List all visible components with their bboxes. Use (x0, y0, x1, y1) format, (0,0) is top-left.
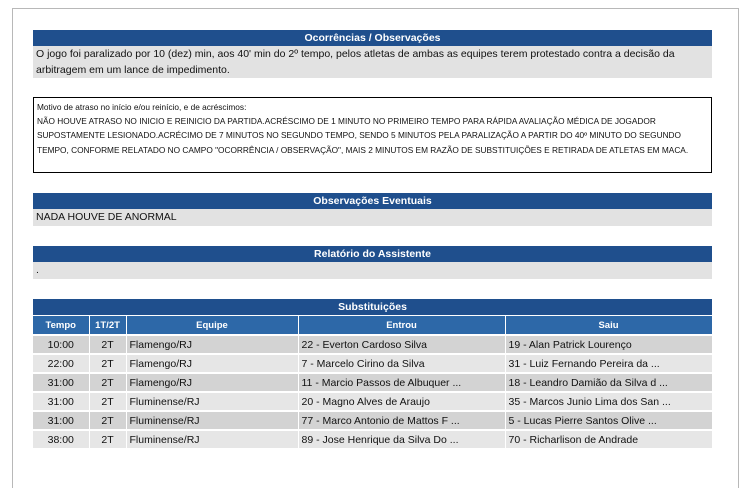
cell-time: 38:00 (33, 430, 89, 448)
cell-out: 35 - Marcos Junio Lima dos San ... (505, 392, 712, 411)
substitutions-table (33, 316, 713, 448)
cell-out: 31 - Luiz Fernando Pereira da ... (505, 354, 712, 373)
table-header-row (33, 316, 712, 335)
cell-out: 70 - Richarlison de Andrade (505, 430, 712, 448)
substitutions-title: Substituições (33, 299, 712, 315)
cell-in: 7 - Marcelo Cirino da Silva (298, 354, 505, 373)
col-header-in: Entrou (298, 316, 505, 335)
cell-time: 10:00 (33, 335, 89, 354)
occurrences-title: Ocorrências / Observações (33, 30, 712, 46)
cell-in: 20 - Magno Alves de Araujo (298, 392, 505, 411)
table-row (33, 373, 712, 392)
delay-note-box (33, 97, 712, 173)
cell-team: Fluminense/RJ (126, 430, 298, 448)
table-row (33, 335, 712, 354)
cell-half: 2T (89, 430, 126, 448)
delay-note-heading: Motivo de atraso no início e/ou reinício, e de acréscimos: (37, 102, 247, 112)
eventual-title: Observações Eventuais (33, 193, 712, 209)
cell-in: 11 - Marcio Passos de Albuquer ... (298, 373, 505, 392)
cell-in: 77 - Marco Antonio de Mattos F ... (298, 411, 505, 430)
cell-team: Fluminense/RJ (126, 392, 298, 411)
assistant-title: Relatório do Assistente (33, 246, 712, 262)
cell-half: 2T (89, 411, 126, 430)
col-header-half: 1T/2T (89, 316, 126, 335)
table-row (33, 354, 712, 373)
cell-out: 5 - Lucas Pierre Santos Olive ... (505, 411, 712, 430)
cell-in: 89 - Jose Henrique da Silva Do ... (298, 430, 505, 448)
cell-half: 2T (89, 335, 126, 354)
assistant-text: . (33, 262, 712, 279)
cell-half: 2T (89, 392, 126, 411)
occurrences-text: O jogo foi paralizado por 10 (dez) min, aos 40' min do 2º tempo, pelos atletas de ambas as equipes terem protestado contra a decisão da arbitragem em um lance de impedimento. (33, 46, 712, 78)
col-header-time: Tempo (33, 316, 89, 335)
cell-out: 18 - Leandro Damião da Silva d ... (505, 373, 712, 392)
cell-half: 2T (89, 354, 126, 373)
eventual-text: NADA HOUVE DE ANORMAL (33, 209, 712, 226)
col-header-out: Saiu (505, 316, 712, 335)
cell-time: 31:00 (33, 411, 89, 430)
cell-team: Fluminense/RJ (126, 411, 298, 430)
cell-team: Flamengo/RJ (126, 373, 298, 392)
cell-team: Flamengo/RJ (126, 335, 298, 354)
cell-in: 22 - Everton Cardoso Silva (298, 335, 505, 354)
delay-note-text: NÃO HOUVE ATRASO NO INICIO E REINICIO DA PARTIDA.ACRÉSCIMO DE 1 MINUTO NO PRIMEIRO TEMPO PARA RÁPIDA AVALIAÇÃO MÉDICA DE JOGADOR SUPOSTAMENTE LESIONADO.ACRÉCIMO DE 7 MINUTOS NO SEGUNDO TEMPO, SENDO 5 MINUTOS PELA PARALIZAÇÃO A PARTIR DO 40º MINUTO DO SEGUNDO TEMPO, CONFORME RELATADO NO CAMPO "OCORRÊNCIA / OBSERVAÇÃO", MAIS 2 MINUTOS EM RAZÃO DE SUBSTITUIÇÕES E RETIRADA DE ATLETAS EM MACA. (37, 116, 689, 155)
table-row (33, 430, 712, 448)
cell-time: 31:00 (33, 392, 89, 411)
cell-out: 19 - Alan Patrick Lourenço (505, 335, 712, 354)
cell-time: 31:00 (33, 373, 89, 392)
cell-half: 2T (89, 373, 126, 392)
cell-team: Flamengo/RJ (126, 354, 298, 373)
cell-time: 22:00 (33, 354, 89, 373)
table-row (33, 392, 712, 411)
col-header-team: Equipe (126, 316, 298, 335)
table-row (33, 411, 712, 430)
